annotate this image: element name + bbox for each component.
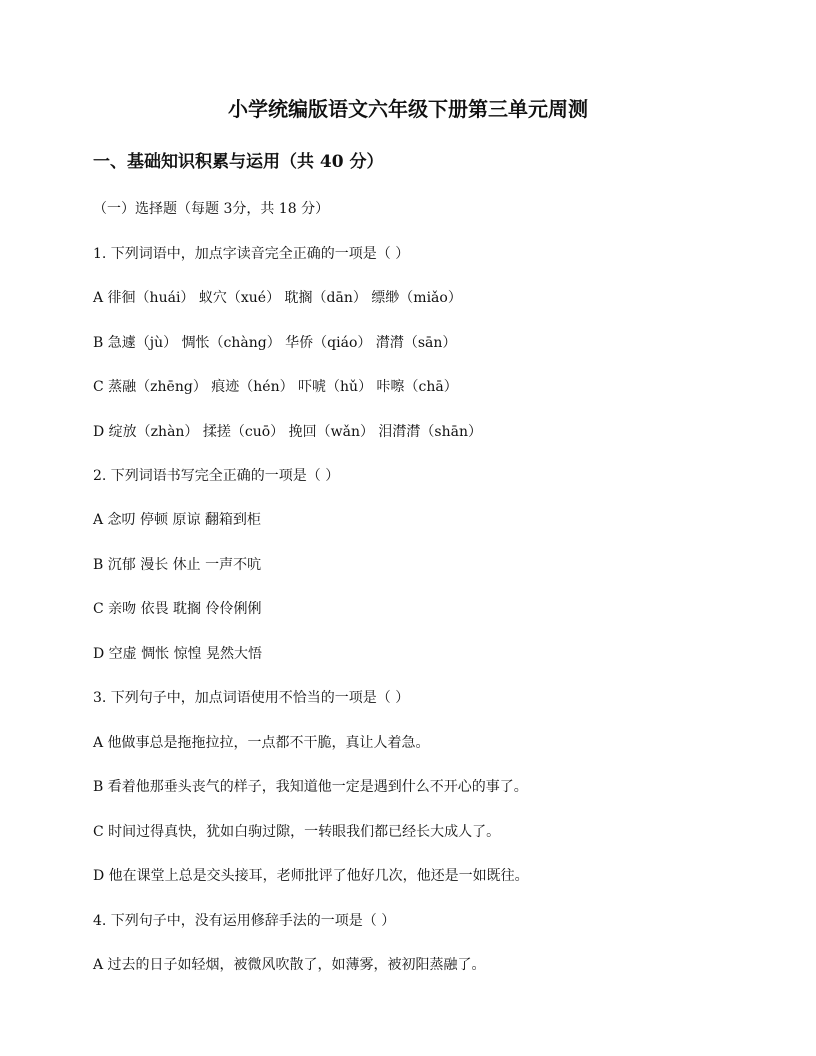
question-4-option-a: A 过去的日子如轻烟，被微风吹散了，如薄雾，被初阳蒸融了。: [93, 957, 486, 973]
question-3-option-b: B 看着他那垂头丧气的样子，我知道他一定是遇到什么不开心的事了。: [93, 779, 528, 795]
question-2-option-d: D 空虚 惆怅 惊惶 晃然大悟: [93, 646, 263, 662]
question-2-option-c: C 亲吻 依畏 耽搁 伶伶俐俐: [93, 601, 262, 617]
page-title: 小学统编版语文六年级下册第三单元周测: [228, 97, 588, 121]
question-1-option-d: D 绽放（zhàn） 揉搓（cuō） 挽回（wǎn） 泪潸潸（shān）: [93, 424, 482, 440]
question-1-option-b: B 急遽（jù） 惆怅（chàng） 华侨（qiáo） 潸潸（sān）: [93, 335, 457, 351]
section-heading: 一、基础知识积累与运用（共 40 分）: [93, 152, 384, 172]
question-2: 2. 下列词语书写完全正确的一项是（ ）: [93, 468, 340, 484]
question-2-option-a: A 念叨 停顿 原谅 翻箱到柜: [93, 512, 261, 528]
question-1-option-a: A 徘徊（huái） 蚁穴（xué） 耽搁（dān） 缥缈（miǎo）: [93, 290, 462, 306]
question-2-option-b: B 沉郁 漫长 休止 一声不吭: [93, 557, 262, 573]
sub-heading: （一）选择题（每题 3分，共 18 分）: [93, 201, 330, 217]
question-3: 3. 下列句子中，加点词语使用不恰当的一项是（ ）: [93, 690, 410, 706]
question-3-option-d: D 他在课堂上总是交头接耳，老师批评了他好几次，他还是一如既往。: [93, 868, 529, 884]
question-1-option-c: C 蒸融（zhēng） 痕迹（hén） 吓唬（hǔ） 咔嚓（chā）: [93, 379, 458, 395]
question-3-option-a: A 他做事总是拖拖拉拉，一点都不干脆，真让人着急。: [93, 735, 430, 751]
question-4: 4. 下列句子中，没有运用修辞手法的一项是（ ）: [93, 913, 396, 929]
question-3-option-c: C 时间过得真快，犹如白驹过隙，一转眼我们都已经长大成人了。: [93, 824, 501, 840]
question-1: 1. 下列词语中，加点字读音完全正确的一项是（ ）: [93, 246, 410, 262]
